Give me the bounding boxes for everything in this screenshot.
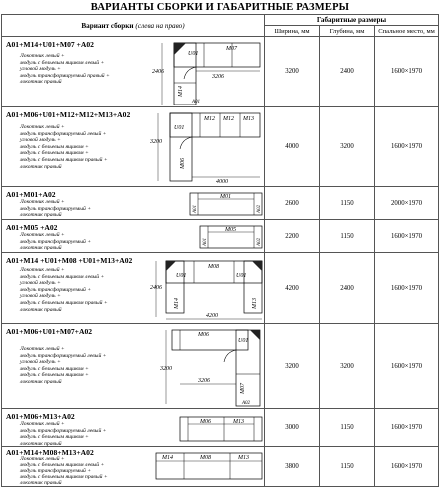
table-row <box>2 220 439 253</box>
table-row <box>2 187 439 220</box>
variant-cell <box>2 409 265 447</box>
diagram-label: A01 <box>193 204 198 213</box>
description-line: локотник правый <box>20 480 62 486</box>
description-line: модуль трансформируемый + <box>20 468 91 474</box>
layout-diagram <box>150 111 264 185</box>
description-line: Локотник левый + <box>20 456 65 462</box>
variant-cell <box>2 107 265 187</box>
layout-diagram <box>160 328 264 408</box>
description-line: модуль с бельевым ящиком правый + <box>20 474 108 480</box>
dims-header: Габаритные размеры <box>265 15 439 26</box>
layout-diagram <box>178 415 264 443</box>
description-line: модуль с бельевым ящиком левый + <box>20 462 105 468</box>
table-row <box>2 447 439 487</box>
description-line: модуль трансформируемый левый + <box>20 352 107 359</box>
depth-header: Глубина, мм <box>320 26 375 37</box>
variant-cell <box>2 220 265 253</box>
variant-code: A01+M14+M08+M13+A02 <box>6 448 94 457</box>
description-line: модуль трансформируемый правый + <box>20 72 110 79</box>
dimension-label: 3206 <box>198 378 210 384</box>
variant-cell <box>2 447 265 487</box>
variant-cell <box>2 187 265 220</box>
variant-header <box>2 15 265 37</box>
description-line: модуль с бельевым ящиком + <box>20 150 89 157</box>
variant-code: A01+M06+U01+M12+M12+M13+A02 <box>6 110 131 119</box>
variants-table <box>1 14 439 487</box>
description-line: модуль трансформируемый левый + <box>20 130 107 137</box>
variant-code: A01+M14 +U01+M08 +U01+M13+A02 <box>6 256 133 265</box>
description-line: локотник правый <box>20 212 62 219</box>
sleep-cell: 1600×1970 <box>375 409 439 447</box>
description-line: модуль с бельевым ящиком + <box>20 143 89 150</box>
description-line: угловой модуль + <box>20 293 61 300</box>
table-row <box>2 107 439 187</box>
diagram-label: U01 <box>174 125 185 131</box>
depth-cell: 1150 <box>320 220 375 253</box>
description-line: модуль трансформируемый левый + <box>20 427 107 434</box>
description-line: модуль с бельевым ящиком правый + <box>20 299 108 306</box>
variant-code: A01+M01+A02 <box>6 190 56 199</box>
description-line: Локотник левый + <box>20 53 65 59</box>
variant-description <box>20 199 91 219</box>
width-cell: 3800 <box>265 447 320 487</box>
table-row <box>2 324 439 409</box>
variant-code: A01+M14+U01+M07 +A02 <box>6 40 94 49</box>
diagram-label: M13 <box>243 116 254 122</box>
description-line: локотник правый <box>20 245 62 252</box>
depth-cell: 1150 <box>320 187 375 220</box>
diagram-label: M07 <box>226 46 237 52</box>
layout-diagram <box>198 224 264 250</box>
description-line: Локотник левый + <box>20 124 65 130</box>
depth-cell: 1150 <box>320 447 375 487</box>
sleep-header: Спальное место, мм <box>375 26 439 37</box>
variant-code: A01+M05 +A02 <box>6 223 58 232</box>
diagram-label: M13 <box>238 455 249 461</box>
dimension-label: 3206 <box>212 74 224 80</box>
dimension-label: 4000 <box>216 179 228 185</box>
diagram-label: M06 <box>180 158 186 169</box>
depth-cell: 3200 <box>320 324 375 409</box>
variant-cell <box>2 253 265 324</box>
description-line: локотник правый <box>20 79 62 86</box>
diagram-label: A01 <box>203 237 208 246</box>
diagram-label: M08 <box>208 264 219 270</box>
description-line: модуль трансформируемый + <box>20 286 91 293</box>
description-line: модуль трансформируемый + <box>20 205 91 212</box>
description-line: модуль с бельевым ящиком правый + <box>20 156 108 163</box>
description-line: модуль с бельевым ящиком + <box>20 434 89 441</box>
variant-code: A01+M06+U01+M07+A02 <box>6 327 93 336</box>
description-line: Локотник левый + <box>20 346 65 352</box>
table-header-row <box>2 15 439 26</box>
sleep-cell: 1600×1970 <box>375 220 439 253</box>
variant-cell <box>2 37 265 107</box>
sleep-cell: 1600×1970 <box>375 253 439 324</box>
diagram-label: A02 <box>257 237 262 246</box>
layout-diagram <box>150 259 264 323</box>
table-row <box>2 253 439 324</box>
width-cell: 3000 <box>265 409 320 447</box>
variant-header-label: Вариант сборки <box>81 21 134 30</box>
description-line: угловой модуль + <box>20 66 61 73</box>
diagram-label: A01 <box>192 100 201 105</box>
width-cell: 2200 <box>265 220 320 253</box>
depth-cell: 2400 <box>320 37 375 107</box>
diagram-label: M13 <box>233 419 244 425</box>
page-title: ВАРИАНТЫ СБОРКИ И ГАБАРИТНЫЕ РАЗМЕРЫ <box>90 2 350 13</box>
variant-description <box>20 456 108 486</box>
depth-cell: 1150 <box>320 409 375 447</box>
width-cell: 3200 <box>265 37 320 107</box>
description-line: модуль с бельевым ящиком + <box>20 372 89 379</box>
dimension-label: 4200 <box>206 313 218 319</box>
variant-description <box>20 124 108 170</box>
width-cell: 3200 <box>265 324 320 409</box>
width-header: Ширина, мм <box>265 26 320 37</box>
dimension-label: 3200 <box>160 366 172 372</box>
sleep-cell: 2000×1970 <box>375 187 439 220</box>
variant-cell <box>2 324 265 409</box>
description-line: локотник правый <box>20 378 62 385</box>
description-line: Локотник левый + <box>20 267 65 273</box>
diagram-label: M06 <box>200 419 211 425</box>
sleep-cell: 1600×1970 <box>375 37 439 107</box>
description-line: модуль с бельевым ящиком + <box>20 365 89 372</box>
depth-cell: 2400 <box>320 253 375 324</box>
diagram-label: M06 <box>198 332 209 338</box>
diagram-label: M14 <box>178 86 184 97</box>
description-line: локотник правый <box>20 440 62 447</box>
diagram-label: M01 <box>220 194 231 200</box>
variant-description <box>20 267 108 313</box>
diagram-label: U01 <box>236 273 247 279</box>
diagram-label: M12 <box>204 116 215 122</box>
depth-cell: 3200 <box>320 107 375 187</box>
description-line: угловой модуль + <box>20 359 61 366</box>
description-line: Локотник левый + <box>20 199 65 205</box>
variant-header-note: (слева на право) <box>135 21 185 30</box>
variant-description <box>20 346 106 386</box>
dimension-label: 2406 <box>150 285 162 291</box>
description-line: угловой модуль + <box>20 280 61 287</box>
width-cell: 4200 <box>265 253 320 324</box>
diagram-label: M12 <box>223 116 234 122</box>
diagram-label: M14 <box>162 455 173 461</box>
diagram-label: M08 <box>200 455 211 461</box>
width-cell: 2600 <box>265 187 320 220</box>
description-line: Локотник левый + <box>20 421 65 427</box>
description-line: модуль с бельевым ящиком левый + <box>20 59 105 66</box>
diagram-label: U01 <box>188 51 199 57</box>
sleep-cell: 1600×1970 <box>375 107 439 187</box>
description-line: модуль трансформируемый + <box>20 238 91 245</box>
description-line: модуль с бельевым ящиком левый + <box>20 273 105 280</box>
variant-description <box>20 421 106 447</box>
description-line: локотник правый <box>20 306 62 313</box>
diagram-label: A02 <box>257 204 262 213</box>
table-row <box>2 409 439 447</box>
diagram-label: M07 <box>240 383 246 394</box>
diagram-label: M14 <box>174 298 180 309</box>
diagram-label: M05 <box>225 227 236 233</box>
sleep-cell: 1600×1970 <box>375 324 439 409</box>
layout-diagram <box>188 191 264 217</box>
width-cell: 4000 <box>265 107 320 187</box>
diagram-label: M13 <box>252 298 258 309</box>
description-line: Локотник левый + <box>20 232 65 238</box>
dimension-label: 3200 <box>150 139 162 145</box>
dimension-label: 2406 <box>152 69 164 75</box>
description-line: локотник правый <box>20 163 62 170</box>
table-row <box>2 37 439 107</box>
diagram-label: A02 <box>242 401 251 406</box>
variant-description <box>20 53 110 86</box>
sleep-cell: 1600×1970 <box>375 447 439 487</box>
description-line: угловой модуль + <box>20 137 61 144</box>
layout-diagram <box>154 451 264 483</box>
layout-diagram <box>152 39 264 105</box>
variant-code: A01+M06+M13+A02 <box>6 412 75 421</box>
diagram-label: U01 <box>176 273 187 279</box>
diagram-label: U01 <box>238 338 249 344</box>
variant-description <box>20 232 91 252</box>
